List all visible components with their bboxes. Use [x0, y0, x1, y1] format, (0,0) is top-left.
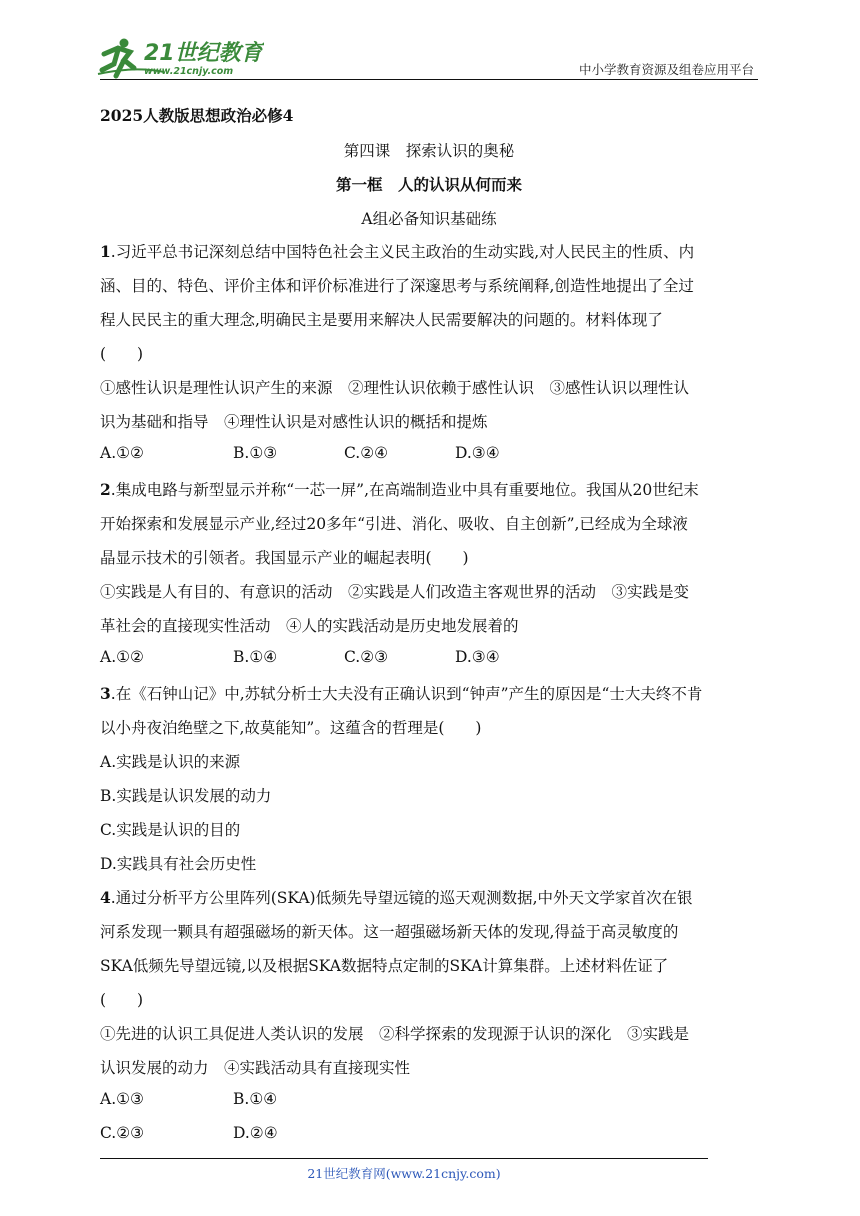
option-a: A.①② [100, 648, 144, 666]
answer-blank: ( ) [100, 991, 144, 1009]
question-4-line: SKA低频先导望远镜,以及根据SKA数据特点定制的SKA计算集群。上述材料佐证了 [100, 957, 669, 975]
option-b: B.实践是认识发展的动力 [100, 787, 272, 805]
question-4-line: 河系发现一颗具有超强磁场的新天体。这一超强磁场新天体的发现,得益于高灵敏度的 [100, 923, 679, 941]
option-a: A.①② [100, 444, 144, 462]
question-number: 1 [100, 242, 111, 261]
group-title: A组必备知识基础练 [361, 210, 497, 228]
section-title: 第一框 人的认识从何而来 [335, 175, 522, 194]
lesson-title: 第四课 探索认识的奥秘 [343, 142, 515, 160]
document-title: 2025人教版思想政治必修4 [100, 106, 294, 125]
option-c: C.②③ [344, 648, 389, 666]
options-row [100, 1124, 500, 1146]
option-b: B.①③ [233, 444, 278, 462]
statement-line: ①先进的认识工具促进人类认识的发展 ②科学探索的发现源于认识的深化 ③实践是 [100, 1025, 690, 1043]
logo-text: 21世纪教育 [144, 41, 263, 66]
statement-line: 识为基础和指导 ④理性认识是对感性认识的概括和提炼 [100, 413, 488, 431]
options-row [100, 1090, 500, 1112]
options-row [100, 648, 700, 670]
statement-line: 革社会的直接现实性活动 ④人的实践活动是历史地发展着的 [100, 617, 519, 635]
question-number: 2 [100, 480, 111, 499]
option-b: B.①④ [233, 1090, 278, 1108]
question-2-line: 晶显示技术的引领者。我国显示产业的崛起表明( ) [100, 549, 469, 567]
option-c: C.②④ [344, 444, 389, 462]
option-a: A.①③ [100, 1090, 144, 1108]
statement-line: ①感性认识是理性认识产生的来源 ②理性认识依赖于感性认识 ③感性认识以理性认 [100, 379, 690, 397]
question-3-line: 3.在《石钟山记》中,苏轼分析士大夫没有正确认识到“钟声”产生的原因是“士大夫终不肯 [100, 684, 703, 703]
question-2-line: 2.集成电路与新型显示并称“一芯一屏”,在高端制造业中具有重要地位。我国从20世纪末 [100, 480, 699, 499]
footer-link[interactable]: 21世纪教育网(www.21cnjy.com) [307, 1166, 501, 1181]
option-b: B.①④ [233, 648, 278, 666]
statement-line: 认识发展的动力 ④实践活动具有直接现实性 [100, 1059, 411, 1077]
answer-blank: ( ) [100, 345, 144, 363]
option-d: D.③④ [455, 444, 500, 462]
option-c: C.②③ [100, 1124, 145, 1142]
option-d: D.③④ [455, 648, 500, 666]
option-d: D.实践具有社会历史性 [100, 855, 257, 873]
option-d: D.②④ [233, 1124, 278, 1142]
logo-url: www.21cnjy.com [144, 66, 234, 77]
question-1-line: 1.习近平总书记深刻总结中国特色社会主义民主政治的生动实践,对人民民主的性质、内 [100, 242, 695, 261]
question-4-line: 4.通过分析平方公里阵列(SKA)低频先导望远镜的巡天观测数据,中外天文学家首次在银 [100, 888, 693, 907]
question-2-line: 开始探索和发展显示产业,经过20多年“引进、消化、吸收、自主创新”,已经成为全球液 [100, 515, 688, 533]
options-row [100, 444, 700, 466]
option-c: C.实践是认识的目的 [100, 821, 241, 839]
option-a: A.实践是认识的来源 [100, 753, 241, 771]
platform-label: 中小学教育资源及组卷应用平台 [578, 62, 754, 77]
question-1-line: 涵、目的、特色、评价主体和评价标准进行了深邃思考与系统阐释,创造性地提出了全过 [100, 277, 694, 295]
statement-line: ①实践是人有目的、有意识的活动 ②实践是人们改造主客观世界的活动 ③实践是变 [100, 583, 690, 601]
question-3-line: 以小舟夜泊绝壁之下,故莫能知”。这蕴含的哲理是( ) [100, 719, 482, 737]
header-divider [100, 79, 758, 80]
site-logo [94, 36, 264, 80]
question-1-line: 程人民民主的重大理念,明确民主是要用来解决人民需要解决的问题的。材料体现了 [100, 311, 663, 329]
question-number: 3 [100, 684, 111, 703]
question-number: 4 [100, 888, 111, 907]
footer-divider [100, 1158, 708, 1159]
